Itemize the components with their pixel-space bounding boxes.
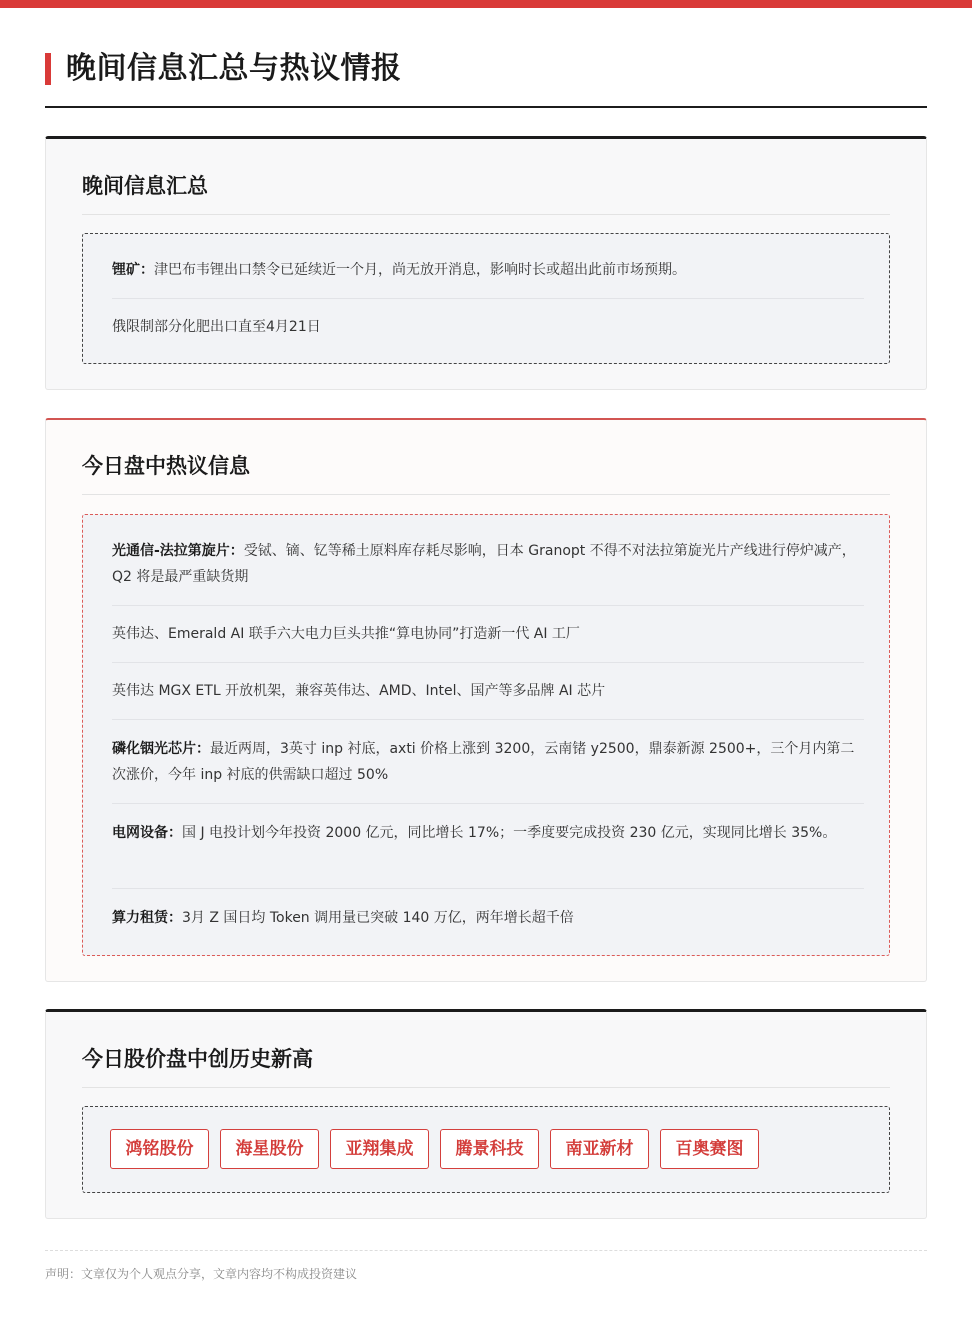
list-item [112,257,864,283]
list-item [112,736,864,788]
item-separator [112,605,864,606]
record-highs-card [45,1009,927,1219]
evening-summary-card [45,136,927,390]
list-item [112,314,864,340]
evening-summary-box [82,233,890,364]
section-divider [82,494,890,495]
list-item [112,621,864,647]
evening-summary-title: 晚间信息汇总 [82,174,208,198]
page-title: 晚间信息汇总与热议情报 [66,51,402,86]
item-text: 英伟达 MGX ETL 开放机架，兼容英伟达、AMD、Intel、国产等多品牌 AI 芯片 [112,683,606,699]
section-divider [82,1087,890,1088]
list-item [112,820,864,846]
item-text: 津巴布韦锂出口禁令已延续近一个月，尚无放开消息，影响时长或超出此前市场预期。 [154,262,686,278]
stock-tags-box [82,1106,890,1193]
list-item [112,538,864,590]
list-item [112,905,864,931]
item-text: 受铽、镝、钇等稀土原料库存耗尽影响，日本 Granopt 不得不对法拉第旋光片产线进行停炉减产，Q2 将是最严重缺货期 [112,543,856,585]
item-label: 电网设备： [112,825,182,841]
list-item [112,678,864,704]
stock-tag[interactable]: 亚翔集成 [330,1129,429,1169]
hot-topics-box [82,514,890,956]
disclaimer: 声明：文章仅为个人观点分享，文章内容均不构成投资建议 [45,1267,358,1281]
top-accent-bar [0,0,972,8]
hot-topics-title: 今日盘中热议信息 [82,454,250,478]
footer-divider [45,1250,927,1251]
stock-tag[interactable]: 腾景科技 [440,1129,539,1169]
stock-tag[interactable]: 百奥赛图 [660,1129,759,1169]
hot-topics-card [45,418,927,982]
item-text: 英伟达、Emerald AI 联手六大电力巨头共推“算电协同”打造新一代 AI 工厂 [112,626,580,642]
stock-tag[interactable]: 海星股份 [220,1129,319,1169]
page-header [45,52,927,108]
item-label: 算力租赁： [112,910,182,926]
item-text: 最近两周，3英寸 inp 衬底，axti 价格上涨到 3200，云南锗 y2500，鼎泰新源 2500+，三个月内第二次涨价，今年 inp 衬底的供需缺口超过 50% [112,741,855,783]
item-label: 光通信-法拉第旋片： [112,543,244,559]
item-separator [112,662,864,663]
item-label: 锂矿： [112,262,154,278]
item-text: 俄限制部分化肥出口直至4月21日 [112,319,321,335]
item-label: 磷化铟光芯片： [112,741,210,757]
item-separator [112,803,864,804]
item-separator [112,719,864,720]
record-highs-title: 今日股价盘中创历史新高 [82,1047,313,1071]
section-divider [82,214,890,215]
stock-tag[interactable]: 南亚新材 [550,1129,649,1169]
item-text: 3月 Z 国日均 Token 调用量已突破 140 万亿，两年增长超千倍 [182,910,574,926]
title-accent-bar [45,53,51,85]
item-separator [112,298,864,299]
item-text: 国 J 电投计划今年投资 2000 亿元，同比增长 17%；一季度要完成投资 230 亿元，实现同比增长 35%。 [182,825,837,841]
item-separator [112,888,864,889]
stock-tag[interactable]: 鸿铭股份 [110,1129,209,1169]
